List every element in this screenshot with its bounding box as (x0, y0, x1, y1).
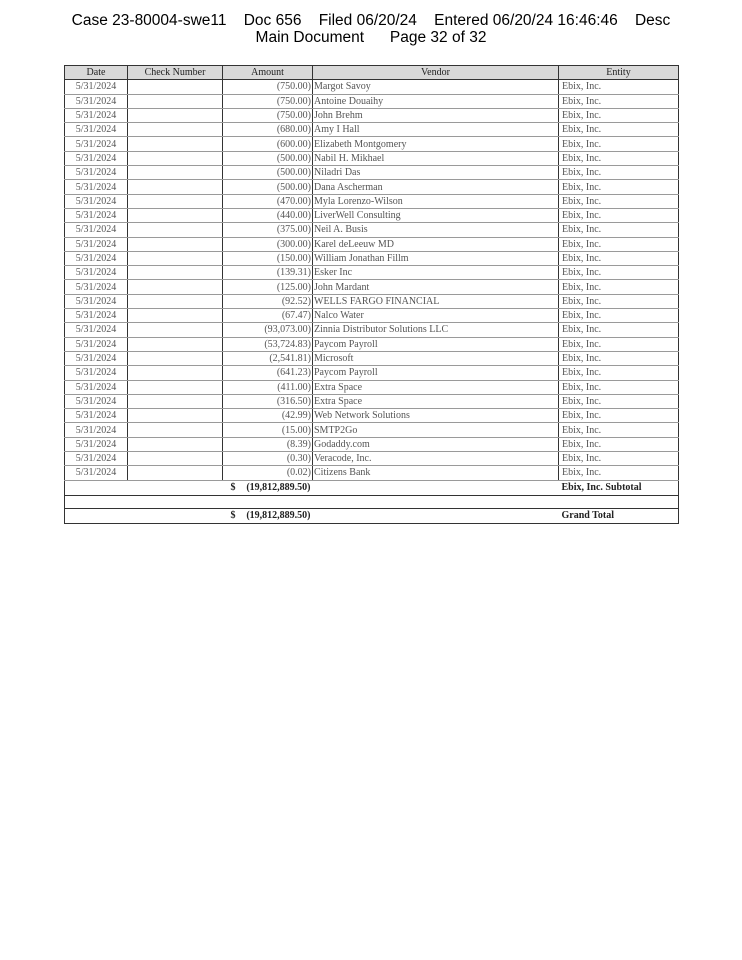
amount-cell: (470.00) (223, 194, 313, 208)
entity-cell: Ebix, Inc. (559, 409, 679, 423)
amount-cell: (375.00) (223, 223, 313, 237)
date-cell: 5/31/2024 (65, 251, 128, 265)
vendor-cell: Amy I Hall (313, 123, 559, 137)
check-number-cell (128, 337, 223, 351)
entity-cell: Ebix, Inc. (559, 251, 679, 265)
amount-cell: (42.99) (223, 409, 313, 423)
date-cell: 5/31/2024 (65, 366, 128, 380)
vendor-cell: Veracode, Inc. (313, 452, 559, 466)
amount-cell: (139.31) (223, 266, 313, 280)
date-cell: 5/31/2024 (65, 237, 128, 251)
entity-cell: Ebix, Inc. (559, 366, 679, 380)
entity-cell: Ebix, Inc. (559, 280, 679, 294)
disbursement-table (64, 65, 679, 524)
check-number-cell (128, 80, 223, 94)
date-cell: 5/31/2024 (65, 309, 128, 323)
check-number-cell (128, 466, 223, 480)
entity-cell: Ebix, Inc. (559, 194, 679, 208)
amount-cell: (600.00) (223, 137, 313, 151)
vendor-cell: Karel deLeeuw MD (313, 237, 559, 251)
case-header-line-2 (0, 29, 742, 46)
entity-cell: Ebix, Inc. (559, 137, 679, 151)
table-row (65, 309, 679, 323)
table-row (65, 337, 679, 351)
table-row (65, 294, 679, 308)
subtotal-amount: (19,812,889.50) (246, 482, 311, 494)
column-header-check-number: Check Number (128, 66, 223, 80)
amount-cell: (53,724.83) (223, 337, 313, 351)
column-header-amount: Amount (223, 66, 313, 80)
date-cell: 5/31/2024 (65, 351, 128, 365)
vendor-cell: Myla Lorenzo-Wilson (313, 194, 559, 208)
table-row (65, 137, 679, 151)
entity-cell: Ebix, Inc. (559, 166, 679, 180)
amount-cell: (0.30) (223, 452, 313, 466)
entity-cell: Ebix, Inc. (559, 423, 679, 437)
vendor-cell: Esker Inc (313, 266, 559, 280)
check-number-cell (128, 351, 223, 365)
grand-total-currency: $ (230, 510, 236, 522)
table-row (65, 166, 679, 180)
amount-cell: (8.39) (223, 437, 313, 451)
entity-cell: Ebix, Inc. (559, 180, 679, 194)
check-number-cell (128, 94, 223, 108)
check-number-cell (128, 180, 223, 194)
check-number-cell (128, 151, 223, 165)
amount-cell: (440.00) (223, 208, 313, 222)
table-row (65, 351, 679, 365)
date-cell: 5/31/2024 (65, 437, 128, 451)
vendor-cell: Niladri Das (313, 166, 559, 180)
amount-cell: (2,541.81) (223, 351, 313, 365)
table-row (65, 466, 679, 480)
doc-number: Doc 656 (243, 12, 302, 29)
entity-cell: Ebix, Inc. (559, 94, 679, 108)
amount-cell: (750.00) (223, 94, 313, 108)
amount-cell: (92.52) (223, 294, 313, 308)
entity-cell: Ebix, Inc. (559, 123, 679, 137)
subtotal-amount-cell (223, 480, 313, 495)
subtotal-row (65, 480, 679, 495)
check-number-cell (128, 452, 223, 466)
blank-cell (65, 495, 679, 508)
vendor-cell: Elizabeth Montgomery (313, 137, 559, 151)
check-number-cell (128, 280, 223, 294)
entity-cell: Ebix, Inc. (559, 394, 679, 408)
case-header (0, 12, 742, 46)
date-cell: 5/31/2024 (65, 394, 128, 408)
date-cell: 5/31/2024 (65, 166, 128, 180)
vendor-cell: SMTP2Go (313, 423, 559, 437)
check-number-cell (128, 309, 223, 323)
entity-cell: Ebix, Inc. (559, 237, 679, 251)
date-cell: 5/31/2024 (65, 151, 128, 165)
subtotal-currency: $ (230, 482, 236, 494)
vendor-cell: Dana Ascherman (313, 180, 559, 194)
filed-date: Filed 06/20/24 (318, 12, 417, 29)
date-cell: 5/31/2024 (65, 452, 128, 466)
table-row (65, 237, 679, 251)
column-header-date: Date (65, 66, 128, 80)
grand-total-label: Grand Total (559, 508, 679, 523)
check-number-cell (128, 323, 223, 337)
subtotal-label: Ebix, Inc. Subtotal (559, 480, 679, 495)
date-cell: 5/31/2024 (65, 409, 128, 423)
date-cell: 5/31/2024 (65, 208, 128, 222)
table-row (65, 251, 679, 265)
table-row (65, 409, 679, 423)
table-row (65, 323, 679, 337)
column-header-vendor: Vendor (313, 66, 559, 80)
amount-cell: (680.00) (223, 123, 313, 137)
entity-cell: Ebix, Inc. (559, 437, 679, 451)
vendor-cell: Nalco Water (313, 309, 559, 323)
subtotal-spacer (313, 480, 559, 495)
amount-cell: (750.00) (223, 80, 313, 94)
table-row (65, 194, 679, 208)
entity-cell: Ebix, Inc. (559, 266, 679, 280)
entity-cell: Ebix, Inc. (559, 323, 679, 337)
check-number-cell (128, 166, 223, 180)
date-cell: 5/31/2024 (65, 108, 128, 122)
page-number: Page 32 of 32 (389, 29, 487, 46)
vendor-cell: William Jonathan Fillm (313, 251, 559, 265)
check-number-cell (128, 251, 223, 265)
vendor-cell: Extra Space (313, 394, 559, 408)
entity-cell: Ebix, Inc. (559, 208, 679, 222)
date-cell: 5/31/2024 (65, 280, 128, 294)
amount-cell: (67.47) (223, 309, 313, 323)
date-cell: 5/31/2024 (65, 94, 128, 108)
check-number-cell (128, 208, 223, 222)
grand-total-row (65, 508, 679, 523)
entity-cell: Ebix, Inc. (559, 108, 679, 122)
check-number-cell (128, 194, 223, 208)
vendor-cell: WELLS FARGO FINANCIAL (313, 294, 559, 308)
vendor-cell: Nabil H. Mikhael (313, 151, 559, 165)
amount-cell: (93,073.00) (223, 323, 313, 337)
date-cell: 5/31/2024 (65, 137, 128, 151)
grand-total-amount-cell (223, 508, 313, 523)
table-row (65, 223, 679, 237)
check-number-cell (128, 237, 223, 251)
check-number-cell (128, 437, 223, 451)
check-number-cell (128, 394, 223, 408)
check-number-cell (128, 294, 223, 308)
vendor-cell: Margot Savoy (313, 80, 559, 94)
check-number-cell (128, 123, 223, 137)
check-number-cell (128, 423, 223, 437)
table-row (65, 366, 679, 380)
table-body (65, 80, 679, 523)
subtotal-spacer (128, 480, 223, 495)
table-row (65, 94, 679, 108)
date-cell: 5/31/2024 (65, 323, 128, 337)
date-cell: 5/31/2024 (65, 423, 128, 437)
vendor-cell: John Brehm (313, 108, 559, 122)
table-header-row (65, 66, 679, 80)
table-row (65, 437, 679, 451)
amount-cell: (300.00) (223, 237, 313, 251)
table-row (65, 123, 679, 137)
vendor-cell: John Mardant (313, 280, 559, 294)
vendor-cell: Paycom Payroll (313, 337, 559, 351)
check-number-cell (128, 380, 223, 394)
date-cell: 5/31/2024 (65, 466, 128, 480)
table-row (65, 108, 679, 122)
desc-label: Desc (634, 12, 671, 29)
table-row (65, 80, 679, 94)
entered-date: Entered 06/20/24 16:46:46 (434, 12, 618, 29)
blank-row (65, 495, 679, 508)
amount-cell: (500.00) (223, 166, 313, 180)
entity-cell: Ebix, Inc. (559, 380, 679, 394)
grand-total-amount: (19,812,889.50) (246, 510, 311, 522)
entity-cell: Ebix, Inc. (559, 452, 679, 466)
case-number: Case 23-80004-swe11 (71, 12, 227, 29)
column-header-entity: Entity (559, 66, 679, 80)
check-number-cell (128, 266, 223, 280)
table-row (65, 180, 679, 194)
grand-total-spacer (128, 508, 223, 523)
date-cell: 5/31/2024 (65, 180, 128, 194)
table-row (65, 452, 679, 466)
table-row (65, 394, 679, 408)
vendor-cell: Neil A. Busis (313, 223, 559, 237)
entity-cell: Ebix, Inc. (559, 351, 679, 365)
amount-cell: (500.00) (223, 151, 313, 165)
table-row (65, 380, 679, 394)
amount-cell: (150.00) (223, 251, 313, 265)
vendor-cell: Paycom Payroll (313, 366, 559, 380)
date-cell: 5/31/2024 (65, 266, 128, 280)
amount-cell: (15.00) (223, 423, 313, 437)
vendor-cell: Extra Space (313, 380, 559, 394)
entity-cell: Ebix, Inc. (559, 309, 679, 323)
grand-total-spacer (313, 508, 559, 523)
amount-cell: (500.00) (223, 180, 313, 194)
vendor-cell: Microsoft (313, 351, 559, 365)
check-number-cell (128, 409, 223, 423)
amount-cell: (125.00) (223, 280, 313, 294)
date-cell: 5/31/2024 (65, 380, 128, 394)
date-cell: 5/31/2024 (65, 337, 128, 351)
table-row (65, 280, 679, 294)
entity-cell: Ebix, Inc. (559, 466, 679, 480)
table-row (65, 151, 679, 165)
date-cell: 5/31/2024 (65, 223, 128, 237)
vendor-cell: Antoine Douaihy (313, 94, 559, 108)
vendor-cell: LiverWell Consulting (313, 208, 559, 222)
entity-cell: Ebix, Inc. (559, 294, 679, 308)
entity-cell: Ebix, Inc. (559, 337, 679, 351)
date-cell: 5/31/2024 (65, 194, 128, 208)
grand-total-spacer (65, 508, 128, 523)
amount-cell: (641.23) (223, 366, 313, 380)
document-type: Main Document (255, 29, 365, 46)
subtotal-spacer (65, 480, 128, 495)
table-row (65, 208, 679, 222)
date-cell: 5/31/2024 (65, 294, 128, 308)
vendor-cell: Zinnia Distributor Solutions LLC (313, 323, 559, 337)
vendor-cell: Web Network Solutions (313, 409, 559, 423)
table-row (65, 423, 679, 437)
entity-cell: Ebix, Inc. (559, 80, 679, 94)
table-row (65, 266, 679, 280)
entity-cell: Ebix, Inc. (559, 151, 679, 165)
date-cell: 5/31/2024 (65, 123, 128, 137)
vendor-cell: Citizens Bank (313, 466, 559, 480)
check-number-cell (128, 137, 223, 151)
check-number-cell (128, 366, 223, 380)
date-cell: 5/31/2024 (65, 80, 128, 94)
amount-cell: (0.02) (223, 466, 313, 480)
check-number-cell (128, 223, 223, 237)
check-number-cell (128, 108, 223, 122)
amount-cell: (411.00) (223, 380, 313, 394)
vendor-cell: Godaddy.com (313, 437, 559, 451)
amount-cell: (316.50) (223, 394, 313, 408)
amount-cell: (750.00) (223, 108, 313, 122)
entity-cell: Ebix, Inc. (559, 223, 679, 237)
case-header-line-1 (0, 12, 742, 29)
